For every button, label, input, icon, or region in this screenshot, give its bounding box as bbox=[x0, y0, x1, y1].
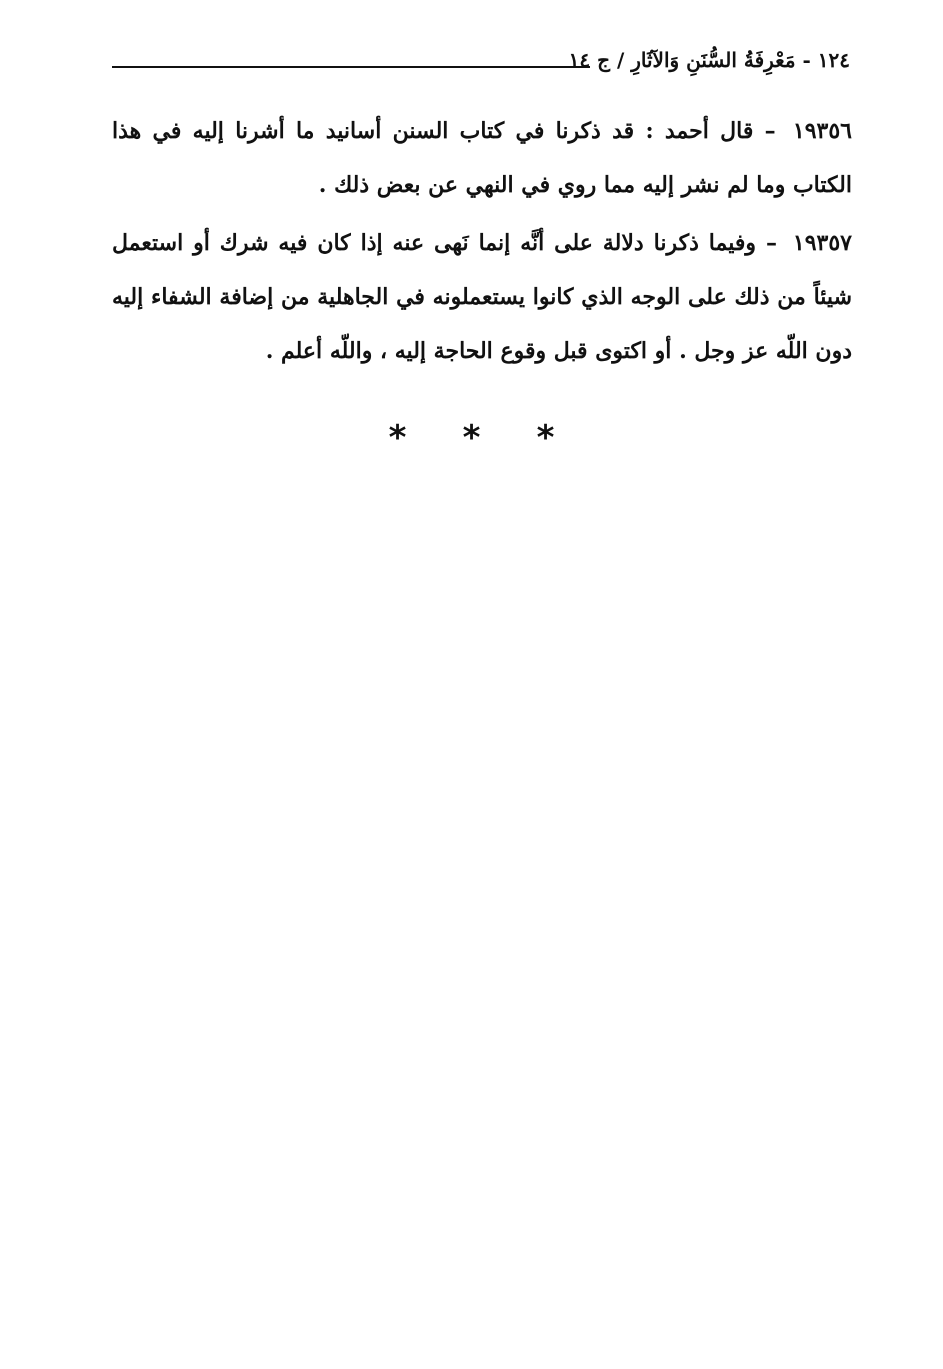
paragraph-19356 bbox=[112, 104, 852, 212]
asterisk-mark: * bbox=[536, 418, 555, 458]
asterisk-mark: * bbox=[462, 418, 481, 458]
paragraph-19357 bbox=[112, 216, 852, 378]
main-text bbox=[112, 104, 852, 378]
running-header bbox=[112, 46, 850, 76]
running-head-title: ١٢٤ - مَعْرِفَةُ السُّنَنِ وَالآثَارِ / ج ١٤ bbox=[568, 48, 850, 72]
paragraph-number: ١٩٣٥٦ bbox=[792, 118, 852, 144]
asterisk-mark: * bbox=[388, 418, 407, 458]
paragraph-text: – وفيما ذكرنا دلالة على أنَّه إنما نَهى عنه إذا كان فيه شرك أو استعمل شيئاً من ذلك على الوجه الذي كانوا يستعملونه في الجاهلية من إضافة الشفاء إليه دون اللّه عز وجل . أو اكتوى قبل وقوع الحاجة إليه ، واللّه أعلم . bbox=[112, 230, 852, 364]
paragraph-text: – قال أحمد : قد ذكرنا في كتاب السنن أسانيد ما أشرنا إليه في هذا الكتاب وما لم نشر إليه مما روي في النهي عن بعض ذلك . bbox=[112, 118, 852, 198]
header-rule bbox=[112, 66, 590, 68]
paragraph-number: ١٩٣٥٧ bbox=[792, 230, 852, 256]
section-separator bbox=[0, 418, 943, 458]
